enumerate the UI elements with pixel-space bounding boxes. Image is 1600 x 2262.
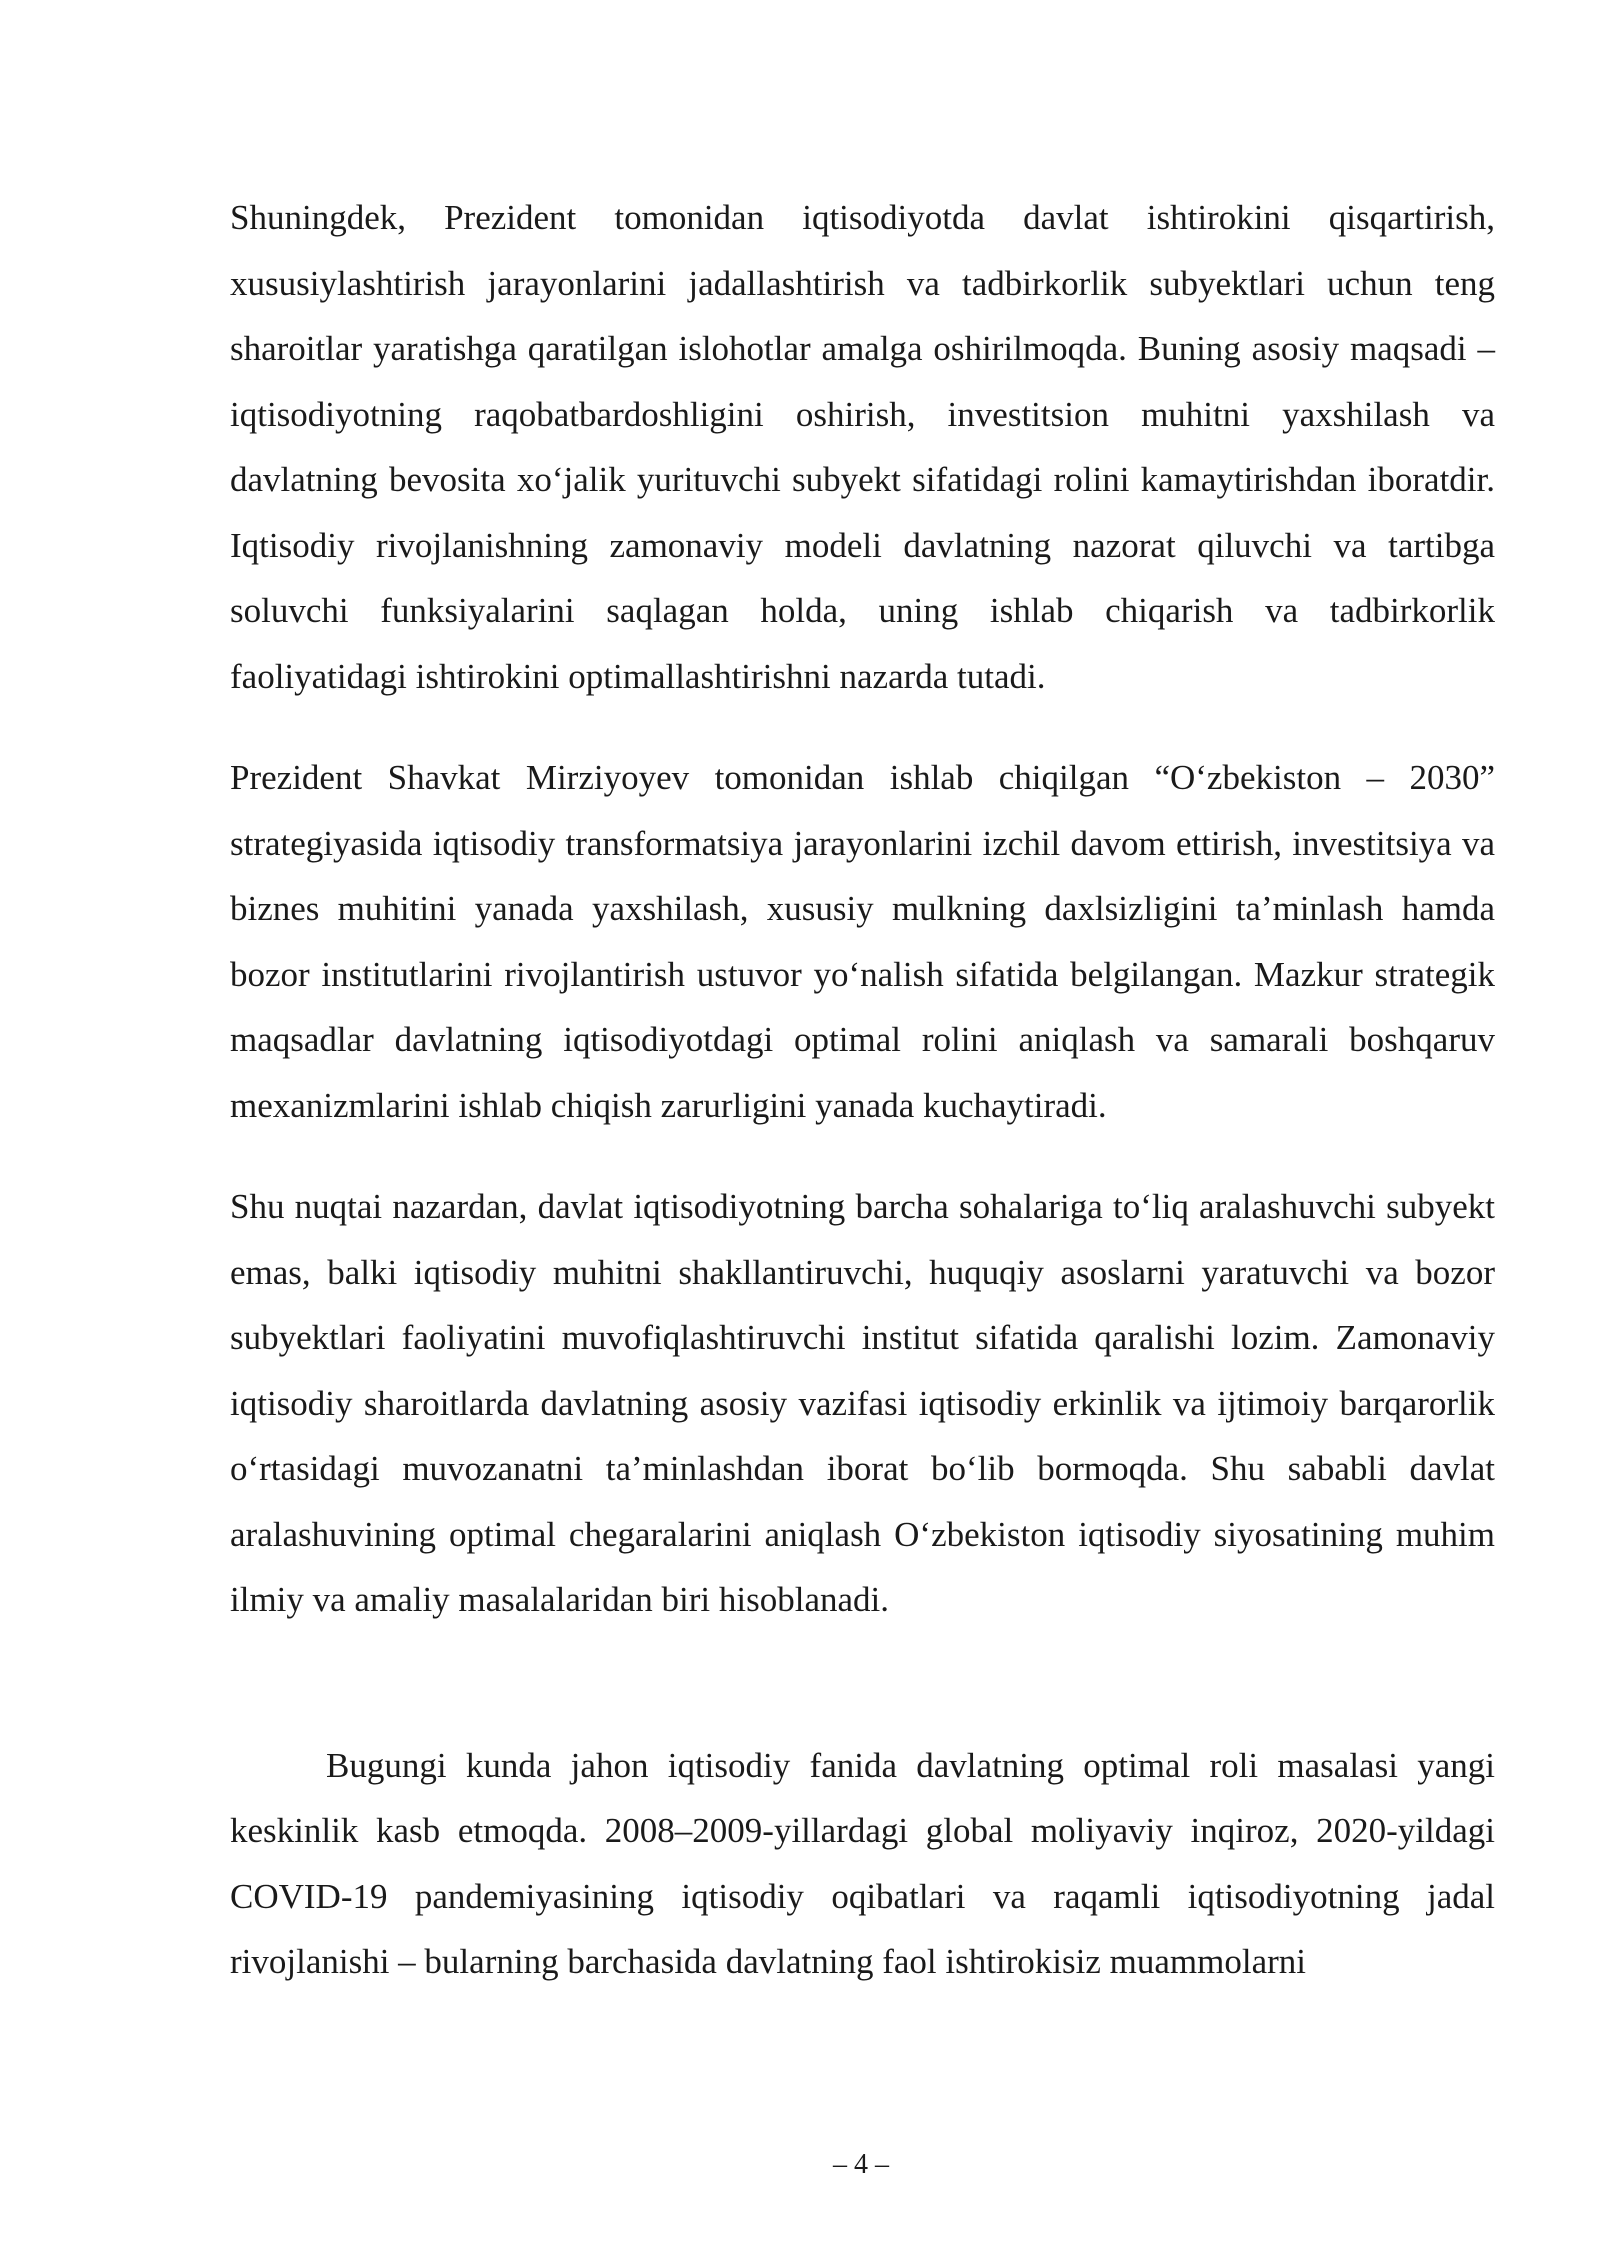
paragraph-4: Bugungi kunda jahon iqtisodiy fanida davlatning optimal roli masalasi yangi keskinlik kasb etmoqda. 2008–2009-yillardagi global moliyaviy inqiroz, 2020-yildagi COVID-19 pandemiyasining iqtisodiy oqibatlari va raqamli iqtisodiyotning jadal rivojlanishi – bularning barchasida davlatning faol ishtirokisiz muammolarni (230, 1745, 1495, 1981)
paragraph-2: Prezident Shavkat Mirziyoyev tomonidan ishlab chiqilgan “O‘zbekiston – 2030” strategiyasida iqtisodiy transformatsiya jarayonlarini izchil davom ettirish, investitsiya va biznes muhitini yanada yaxshilash, xususiy mulkning daxlsizligini ta’minlash hamda bozor institutlarini rivojlantirish ustuvor yo‘nalish sifatida belgilangan. Mazkur strategik maqsadlar davlatning iqtisodiyotdagi optimal rolini aniqlash va samarali boshqaruv mexanizmlarini ishlab chiqish zarurligini yanada kuchaytiradi. (230, 758, 1495, 1125)
paragraph-1: Shuningdek, Prezident tomonidan iqtisodiyotda davlat ishtirokini qisqartirish, xususiylashtirish jarayonlarini jadallashtirish va tadbirkorlik subyektlari uchun teng sharoitlar yaratishga qaratilgan islohotlar amalga oshirilmoqda. Buning asosiy maqsadi – iqtisodiyotning raqobatbardoshligini oshirish, investitsion muhitni yaxshilash va davlatning bevosita xo‘jalik yurituvchi subyekt sifatidagi rolini kamaytirishdan iboratdir. Iqtisodiy rivojlanishning zamonaviy modeli davlatning nazorat qiluvchi va tartibga soluvchi funksiyalarini saqlagan holda, uning ishlab chiqarish va tadbirkorlik faoliyatidagi ishtirokini optimallashtirishni nazarda tutadi. (230, 198, 1495, 696)
document-body (230, 185, 1495, 1995)
page-number: – 4 – (833, 2149, 889, 2180)
paragraph-3: Shu nuqtai nazardan, davlat iqtisodiyotning barcha sohalariga to‘liq aralashuvchi subyekt emas, balki iqtisodiy muhitni shakllantiruvchi, huquqiy asoslarni yaratuvchi va bozor subyektlari faoliyatini muvofiqlashtiruvchi institut sifatida qaralishi lozim. Zamonaviy iqtisodiy sharoitlarda davlatning asosiy vazifasi iqtisodiy erkinlik va ijtimoiy barqarorlik o‘rtasidagi muvozanatni ta’minlashdan iborat bo‘lib bormoqda. Shu sababli davlat aralashuvining optimal chegaralarini aniqlash O‘zbekiston iqtisodiy siyosatining muhim ilmiy va amaliy masalalaridan biri hisoblanadi. (230, 1187, 1495, 1619)
